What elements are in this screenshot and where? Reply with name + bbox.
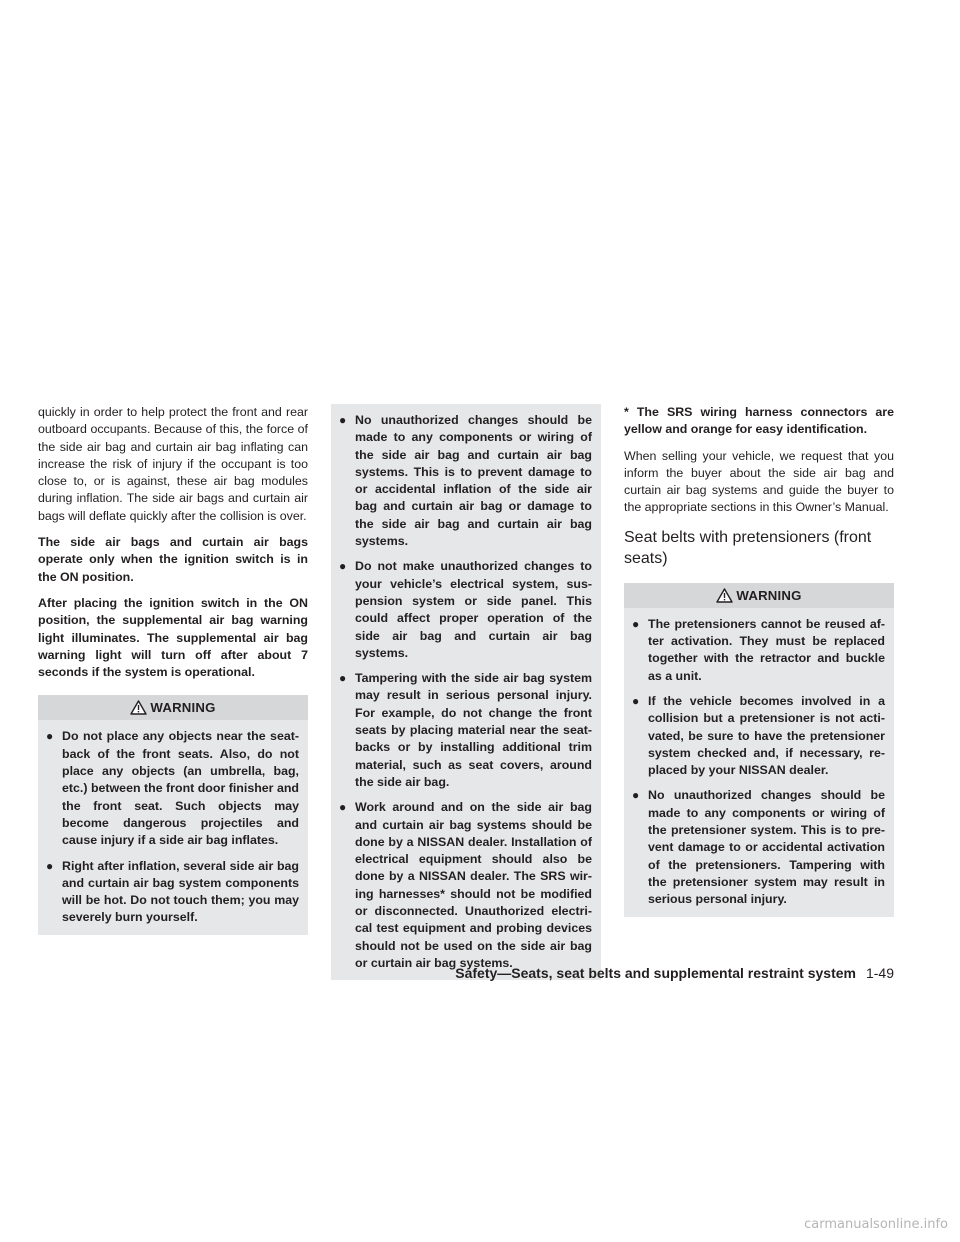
section-heading: Seat belts with pretensioners (front seats) [624, 528, 872, 567]
warning-item: ● The pretensioners cannot be reused after activation. They must be replaced together with the retractor and buckle as a unit. [632, 616, 885, 683]
warning-list [331, 412, 601, 972]
bullet-icon: ● [46, 729, 54, 744]
warning-item: ● Work around and on the side air bag and curtain air bag systems should be done by a NISSAN dealer. Installation of electrical equipment should also be done by a NISSAN dealer. The SRS wiring harnesses* should not be modified or disconnected. Unauthorized electrical test equipment and probing devices should not be used on the side air bag or curtain air bag systems. [339, 800, 592, 970]
warning-title: WARNING [150, 700, 216, 716]
bullet-icon: ● [339, 671, 347, 686]
column-left [38, 404, 308, 935]
body-paragraph: quickly in order to help protect the front and rear outboard occupants. Because of this, the force of the side air bag and curtain air bag inflating can increase the risk of injury if the occupant is too close to, or is against, these air bag modules during inflation. The side air bags and curtain air bags will deflate quickly after the collision is over. [38, 405, 308, 523]
bullet-icon: ● [339, 800, 347, 815]
warning-triangle-icon [716, 588, 733, 603]
body-paragraph-bold: The side air bags and curtain air bags operate only when the ignition switch is in the ON position. [38, 535, 308, 584]
warning-item: ● Do not place any objects near the seatback of the front seats. Also, do not place any objects (an umbrella, bag, etc.) between the front door finisher and the front seat. Such objects may become dangerous projectiles and cause injury if a side air bag inflates. [46, 729, 299, 848]
warning-item: ● Right after inflation, several side air bag and curtain air bag system components will be hot. Do not touch them; you may severely burn yourself. [46, 858, 299, 925]
bullet-icon: ● [46, 858, 54, 873]
body-paragraph: When selling your vehicle, we request that you inform the buyer about the side air bag and curtain air bag systems and guide the buyer to the appropriate sections in this Owner’s Manual. [624, 448, 894, 515]
footnote-paragraph: * The SRS wiring harness connectors are yellow and orange for easy identification. [624, 405, 894, 437]
warning-list [38, 720, 308, 926]
warning-title: WARNING [736, 587, 802, 603]
warning-box [624, 583, 894, 917]
warning-triangle-icon [130, 700, 147, 715]
footer-section-title: Safety—Seats, seat belts and supplemental restraint system [455, 965, 856, 981]
warning-item: ● No unauthorized changes should be made to any components or wiring of the side air bag and curtain air bag systems. This is to prevent damage to or accidental inflation of the side air bag and curtain air bag or damage to the side air bag and curtain air bag systems. [339, 413, 592, 549]
bullet-icon: ● [632, 788, 640, 803]
column-middle [331, 404, 601, 980]
bullet-icon: ● [339, 559, 347, 574]
bullet-icon: ● [339, 413, 347, 427]
warning-header [624, 583, 894, 608]
bullet-icon: ● [632, 693, 640, 708]
warning-header [38, 695, 308, 720]
page-footer [455, 965, 894, 981]
warning-item: ● If the vehicle becomes involved in a collision but a pretensioner is not activated, be sure to have the pretensioner system checked and, if necessary, replaced by your NISSAN dealer. [632, 693, 885, 778]
warning-box-continued [331, 404, 601, 980]
warning-item: ● Do not make unauthorized changes to your vehicle’s electrical system, suspension system or side panel. This could affect proper operation of the side air bag and curtain air bag systems. [339, 559, 592, 660]
body-paragraph-bold: After placing the ignition switch in the ON position, the supplemental air bag warning light illuminates. The supplemental air bag warning light will turn off after about 7 seconds if the system is operational. [38, 595, 308, 680]
warning-item: ● Tampering with the side air bag system may result in serious personal injury. For example, do not change the front seats by placing material near the seatbacks or by installing additional trim material, such as seat covers, around the side air bag. [339, 671, 592, 789]
column-right [624, 404, 894, 917]
bullet-icon: ● [632, 616, 640, 631]
warning-list [624, 608, 894, 909]
watermark[interactable]: carmanualsonline.info [804, 1217, 948, 1232]
warning-box [38, 695, 308, 934]
warning-item: ● No unauthorized changes should be made to any components or wiring of the pretensioner system. This is to prevent damage to or accidental activation of the pretensioners. Tampering with the pretensioner system may result in serious personal injury. [632, 788, 885, 907]
page-number: 1-49 [865, 965, 894, 981]
